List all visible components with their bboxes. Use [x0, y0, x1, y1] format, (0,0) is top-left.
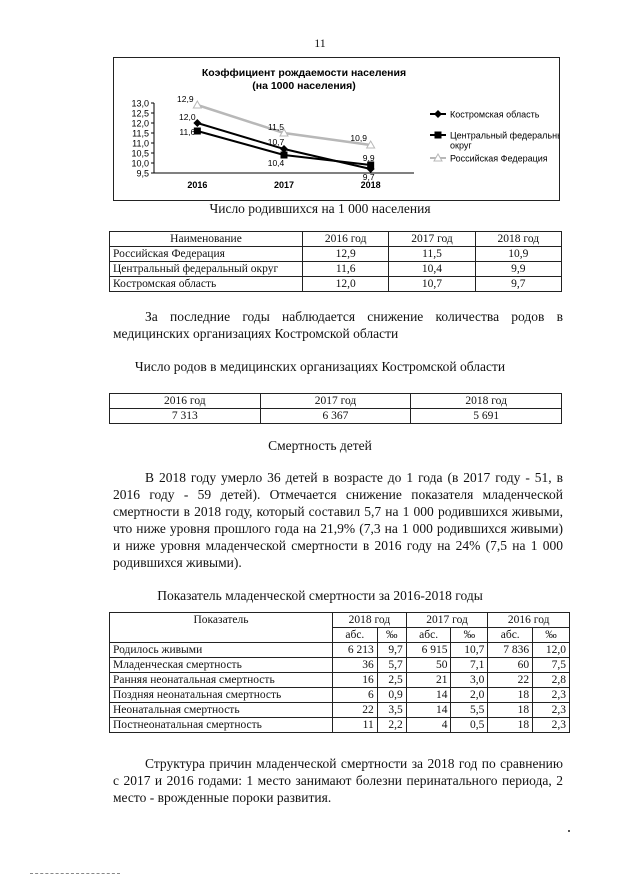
footer-line [30, 873, 120, 874]
table-cell: 5,5 [451, 703, 488, 718]
table-cell: 6 915 [406, 643, 451, 658]
paragraph-text: Структура причин младенческой смертности за 2018 год по сравнению с 2017 и 2016 годами: 1 место занимают болезни перинатального периода, 2 место - врожденные пороки развития. [113, 756, 563, 805]
y-tick-label: 12,0 [131, 118, 149, 129]
table-cell: 9,7 [475, 277, 561, 292]
paragraph-text: За последние годы наблюдается снижение количества родов в медицинских организациях Костромской области [113, 309, 563, 341]
table-cell: 2,8 [533, 673, 570, 688]
legend-marker [435, 132, 442, 139]
data-label: 10,9 [350, 133, 367, 143]
y-tick-label: 11,0 [132, 138, 149, 149]
x-tick-label: 2018 [360, 180, 381, 190]
table-cell: 2,3 [533, 703, 570, 718]
table-cell: 3,0 [451, 673, 488, 688]
legend-marker [434, 110, 442, 118]
legend-label: Центральный федеральный [450, 130, 559, 141]
table-cell: 9,9 [475, 262, 561, 277]
table-cell: 18 [488, 718, 533, 733]
data-label: 9,9 [362, 153, 375, 163]
table-cell: 2,3 [533, 718, 570, 733]
table-cell: 0,9 [377, 688, 406, 703]
table-cell: 50 [406, 658, 451, 673]
table-cell: Ранняя неонатальная смертность [110, 673, 333, 688]
table-header-row [110, 394, 562, 409]
table-cell: 60 [488, 658, 533, 673]
table-cell: 7,1 [451, 658, 488, 673]
table-row [110, 643, 570, 658]
table-cell: 21 [406, 673, 451, 688]
table-cell: Центральный федеральный округ [110, 262, 303, 277]
table-row [110, 262, 562, 277]
table-cell: Костромская область [110, 277, 303, 292]
y-tick-label: 10,0 [131, 158, 149, 169]
x-tick-label: 2017 [273, 180, 295, 190]
table-cell: Неонатальная смертность [110, 703, 333, 718]
table-cell: 18 [488, 703, 533, 718]
legend-label: Костромская область [450, 109, 540, 120]
table-header: 2018 год [475, 232, 561, 247]
y-tick-label: 13,0 [131, 98, 149, 109]
table-cell: 2,5 [377, 673, 406, 688]
data-label: 9,7 [362, 172, 375, 182]
table-cell: 22 [333, 703, 378, 718]
table-subheader: абс. [333, 628, 378, 643]
table-cell: 36 [333, 658, 378, 673]
y-tick-label: 12,5 [131, 108, 149, 119]
table-row [110, 718, 570, 733]
chart-title: Коэффициент рождаемости населения [201, 67, 407, 79]
table-row [110, 673, 570, 688]
data-label: 10,7 [267, 137, 285, 147]
table-cell: 9,7 [377, 643, 406, 658]
data-label: 11,5 [268, 122, 284, 132]
mortality-caption: Показатель младенческой смертности за 2016-2018 годы [157, 588, 483, 603]
data-label: 11,6 [179, 127, 196, 137]
table-row [110, 247, 562, 262]
table-cell: 10,4 [389, 262, 475, 277]
table-header: 2017 год [389, 232, 475, 247]
table-header: 2018 год [411, 394, 562, 409]
y-tick-label: 9,5 [136, 168, 149, 179]
table-cell: 14 [406, 688, 451, 703]
table-row [110, 277, 562, 292]
table-row [110, 409, 562, 424]
section-title: Смертность детей [268, 438, 372, 453]
table-cell: 18 [488, 688, 533, 703]
table-row [110, 688, 570, 703]
legend-label: Российская Федерация [450, 153, 548, 164]
table-cell: 5,7 [377, 658, 406, 673]
scan-mark [568, 830, 570, 832]
table-cell: 7 836 [488, 643, 533, 658]
table-cell: 5 691 [411, 409, 562, 424]
chart-svg [114, 58, 559, 200]
birth-rate-chart [113, 57, 560, 201]
table-cell: Постнеонатальная смертность [110, 718, 333, 733]
table-header: 2017 год [406, 613, 488, 628]
table-cell: 12,0 [303, 277, 389, 292]
table-cell: 22 [488, 673, 533, 688]
table-header: 2016 год [488, 613, 570, 628]
birth-table-caption: Число родившихся на 1 000 населения [209, 201, 431, 216]
table-header-row [110, 613, 570, 628]
legend-label: округ [450, 140, 472, 151]
table-cell: 6 367 [260, 409, 411, 424]
table-header: Показатель [110, 613, 333, 643]
paragraph-mortality [113, 469, 563, 571]
chart-subtitle: (на 1000 населения) [252, 80, 356, 92]
table-cell: 0,5 [451, 718, 488, 733]
table-header: 2017 год [260, 394, 411, 409]
birth-rate-table [109, 231, 562, 292]
y-tick-label: 11,5 [132, 128, 149, 139]
table-cell: 4 [406, 718, 451, 733]
table-cell: 2,2 [377, 718, 406, 733]
table-cell: 6 213 [333, 643, 378, 658]
table-cell: 3,5 [377, 703, 406, 718]
table-cell: 7 313 [110, 409, 261, 424]
deliveries-table [109, 393, 562, 424]
x-tick-label: 2016 [187, 180, 208, 190]
paragraph-text: В 2018 году умерло 36 детей в возрасте до 1 года (в 2017 году - 51, в 2016 году - 59 детей). Отмечается снижение показателя младенческой смертности в 2018 году, который составил 5,7 на 1 000 родившихся живыми, что ниже уровня прошлого года на 21,9% (7,3 на 1 000 родившихся живыми) и ниже уровня младенческой смертности в 2016 году на 24% (7,5 на 1 000 родившихся живыми). [113, 470, 563, 570]
y-tick-label: 10,5 [131, 148, 149, 159]
table-cell: 11,6 [303, 262, 389, 277]
paragraph-births [113, 308, 563, 342]
table-row [110, 703, 570, 718]
table-cell: 10,7 [451, 643, 488, 658]
table-header-row [110, 232, 562, 247]
table-cell: 14 [406, 703, 451, 718]
deliveries-caption: Число родов в медицинских организациях Костромской области [134, 359, 506, 374]
table-subheader: ‰ [451, 628, 488, 643]
table-cell: 7,5 [533, 658, 570, 673]
data-label: 12,0 [179, 112, 196, 122]
table-cell: 12,9 [303, 247, 389, 262]
table-subheader: абс. [406, 628, 451, 643]
table-cell: Поздняя неонатальная смертность [110, 688, 333, 703]
table-header: 2016 год [303, 232, 389, 247]
table-cell: 10,7 [389, 277, 475, 292]
table-subheader: абс. [488, 628, 533, 643]
table-cell: 10,9 [475, 247, 561, 262]
table-cell: 2,0 [451, 688, 488, 703]
paragraph-structure [113, 755, 563, 806]
table-cell: Российская Федерация [110, 247, 303, 262]
table-subheader: ‰ [377, 628, 406, 643]
data-point [193, 101, 201, 108]
table-row [110, 658, 570, 673]
table-cell: 12,0 [533, 643, 570, 658]
table-header: 2016 год [110, 394, 261, 409]
table-cell: 16 [333, 673, 378, 688]
table-cell: 2,3 [533, 688, 570, 703]
table-cell: 6 [333, 688, 378, 703]
data-label: 12,9 [177, 94, 194, 104]
data-label: 10,4 [267, 158, 285, 168]
table-header: 2018 год [333, 613, 407, 628]
table-cell: 11 [333, 718, 378, 733]
table-cell: Родилось живыми [110, 643, 333, 658]
page-number: 11 [314, 36, 326, 50]
table-subheader: ‰ [533, 628, 570, 643]
table-cell: Младенческая смертность [110, 658, 333, 673]
table-header: Наименование [110, 232, 303, 247]
mortality-table [109, 612, 570, 733]
table-cell: 11,5 [389, 247, 475, 262]
